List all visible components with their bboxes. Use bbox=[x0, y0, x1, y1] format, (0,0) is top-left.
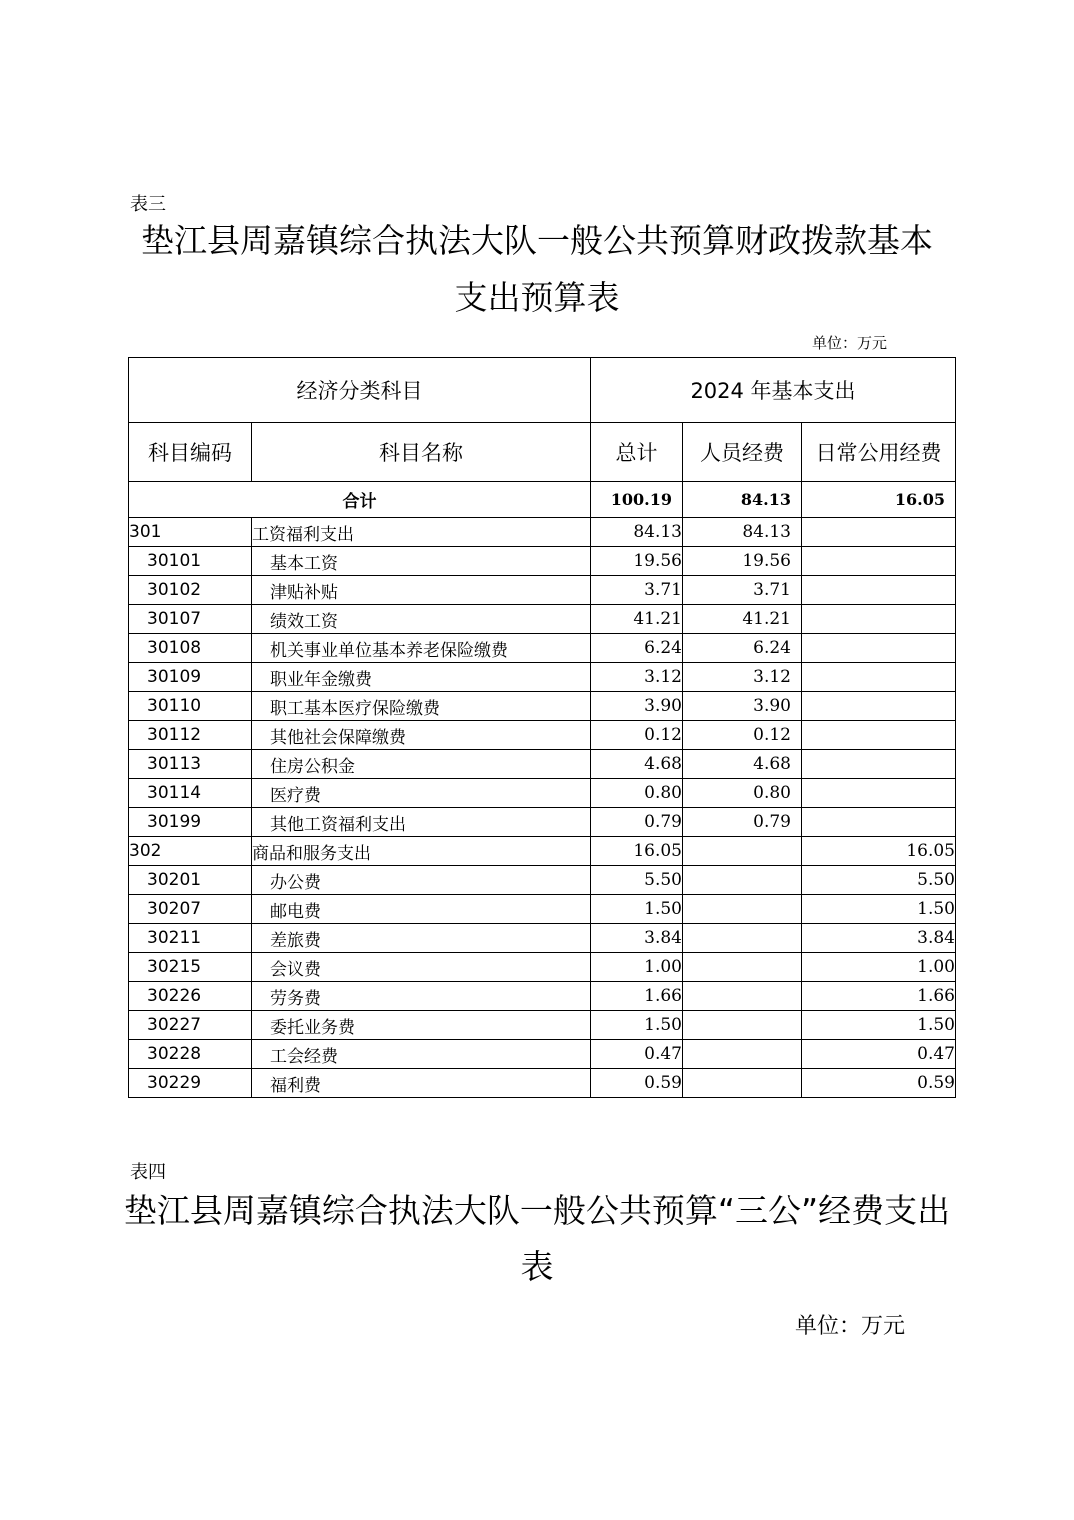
row-code: 30113 bbox=[129, 750, 252, 779]
row-code: 30102 bbox=[129, 576, 252, 605]
row-code: 30199 bbox=[129, 808, 252, 837]
table3-title-line1: 垫江县周嘉镇综合执法大队一般公共预算财政拨款基本 bbox=[141, 221, 933, 260]
row-name: 工资福利支出 bbox=[252, 518, 591, 547]
row-name: 医疗费 bbox=[252, 779, 591, 808]
row-public bbox=[802, 663, 956, 692]
row-personnel: 19.56 bbox=[683, 547, 802, 576]
row-total: 3.71 bbox=[591, 576, 683, 605]
row-personnel: 4.68 bbox=[683, 750, 802, 779]
row-personnel: 3.71 bbox=[683, 576, 802, 605]
row-code: 302 bbox=[129, 837, 252, 866]
row-name: 职业年金缴费 bbox=[252, 663, 591, 692]
table3-title-line2: 支出预算表 bbox=[454, 278, 620, 317]
row-personnel bbox=[683, 982, 802, 1011]
row-code: 30110 bbox=[129, 692, 252, 721]
table-row bbox=[129, 837, 956, 866]
table4-title-line1: 垫江县周嘉镇综合执法大队一般公共预算“三公”经费支出 bbox=[123, 1191, 951, 1230]
row-public bbox=[802, 605, 956, 634]
row-name: 其他工资福利支出 bbox=[252, 808, 591, 837]
total-personnel: 84.13 bbox=[683, 482, 802, 518]
row-public bbox=[802, 576, 956, 605]
row-public bbox=[802, 547, 956, 576]
table-row bbox=[129, 547, 956, 576]
row-personnel bbox=[683, 895, 802, 924]
row-name: 办公费 bbox=[252, 866, 591, 895]
row-public bbox=[802, 750, 956, 779]
table-row bbox=[129, 924, 956, 953]
row-code: 30207 bbox=[129, 895, 252, 924]
row-total: 3.90 bbox=[591, 692, 683, 721]
row-name: 商品和服务支出 bbox=[252, 837, 591, 866]
row-public bbox=[802, 692, 956, 721]
row-code: 30211 bbox=[129, 924, 252, 953]
row-total: 6.24 bbox=[591, 634, 683, 663]
row-personnel bbox=[683, 866, 802, 895]
row-total: 0.12 bbox=[591, 721, 683, 750]
table-row bbox=[129, 895, 956, 924]
row-personnel bbox=[683, 1011, 802, 1040]
row-total: 0.80 bbox=[591, 779, 683, 808]
table-row bbox=[129, 692, 956, 721]
table-row bbox=[129, 663, 956, 692]
row-code: 30108 bbox=[129, 634, 252, 663]
row-public: 0.59 bbox=[802, 1069, 956, 1098]
row-code: 30227 bbox=[129, 1011, 252, 1040]
row-public bbox=[802, 634, 956, 663]
row-total: 5.50 bbox=[591, 866, 683, 895]
row-public: 1.66 bbox=[802, 982, 956, 1011]
row-public: 1.50 bbox=[802, 1011, 956, 1040]
table4-unit: 单位：万元 bbox=[795, 1314, 906, 1339]
row-name: 职工基本医疗保险缴费 bbox=[252, 692, 591, 721]
row-total: 84.13 bbox=[591, 518, 683, 547]
row-total: 3.12 bbox=[591, 663, 683, 692]
table-row bbox=[129, 750, 956, 779]
total-row bbox=[129, 482, 956, 518]
row-personnel bbox=[683, 1069, 802, 1098]
table4-title-line2: 表 bbox=[520, 1247, 554, 1286]
header-public: 日常公用经费 bbox=[802, 423, 956, 482]
budget-table bbox=[128, 357, 956, 1098]
row-total: 1.50 bbox=[591, 1011, 683, 1040]
row-total: 1.00 bbox=[591, 953, 683, 982]
table4-label: 表四 bbox=[130, 1162, 166, 1183]
row-name: 基本工资 bbox=[252, 547, 591, 576]
table-row bbox=[129, 953, 956, 982]
row-total: 4.68 bbox=[591, 750, 683, 779]
row-name: 福利费 bbox=[252, 1069, 591, 1098]
total-public: 16.05 bbox=[802, 482, 956, 518]
row-public bbox=[802, 808, 956, 837]
row-total: 3.84 bbox=[591, 924, 683, 953]
row-public: 1.50 bbox=[802, 895, 956, 924]
table3-unit: 单位：万元 bbox=[812, 334, 888, 352]
table-row bbox=[129, 982, 956, 1011]
row-public bbox=[802, 779, 956, 808]
row-name: 绩效工资 bbox=[252, 605, 591, 634]
row-total: 0.47 bbox=[591, 1040, 683, 1069]
header-total: 总计 bbox=[591, 423, 683, 482]
row-name: 津贴补贴 bbox=[252, 576, 591, 605]
row-public: 16.05 bbox=[802, 837, 956, 866]
row-code: 30229 bbox=[129, 1069, 252, 1098]
row-name: 其他社会保障缴费 bbox=[252, 721, 591, 750]
table-row bbox=[129, 634, 956, 663]
table-row bbox=[129, 576, 956, 605]
table-row bbox=[129, 1069, 956, 1098]
row-code: 30228 bbox=[129, 1040, 252, 1069]
row-code: 30112 bbox=[129, 721, 252, 750]
row-code: 30201 bbox=[129, 866, 252, 895]
row-name: 会议费 bbox=[252, 953, 591, 982]
row-public: 0.47 bbox=[802, 1040, 956, 1069]
row-personnel: 41.21 bbox=[683, 605, 802, 634]
table-row bbox=[129, 518, 956, 547]
row-code: 30109 bbox=[129, 663, 252, 692]
row-public bbox=[802, 518, 956, 547]
row-code: 30215 bbox=[129, 953, 252, 982]
header-name: 科目名称 bbox=[252, 423, 591, 482]
row-public: 1.00 bbox=[802, 953, 956, 982]
row-personnel: 3.12 bbox=[683, 663, 802, 692]
row-personnel: 0.79 bbox=[683, 808, 802, 837]
total-total: 100.19 bbox=[591, 482, 683, 518]
row-personnel: 84.13 bbox=[683, 518, 802, 547]
row-public: 5.50 bbox=[802, 866, 956, 895]
header-category: 经济分类科目 bbox=[129, 358, 591, 423]
row-code: 301 bbox=[129, 518, 252, 547]
row-name: 劳务费 bbox=[252, 982, 591, 1011]
row-total: 0.79 bbox=[591, 808, 683, 837]
table-row bbox=[129, 779, 956, 808]
table-row bbox=[129, 1011, 956, 1040]
row-personnel bbox=[683, 1040, 802, 1069]
row-name: 住房公积金 bbox=[252, 750, 591, 779]
table-row bbox=[129, 605, 956, 634]
header-code: 科目编码 bbox=[129, 423, 252, 482]
row-name: 机关事业单位基本养老保险缴费 bbox=[252, 634, 591, 663]
row-name: 差旅费 bbox=[252, 924, 591, 953]
row-code: 30107 bbox=[129, 605, 252, 634]
table-row bbox=[129, 721, 956, 750]
row-total: 1.50 bbox=[591, 895, 683, 924]
table3-label: 表三 bbox=[130, 194, 166, 215]
row-personnel: 3.90 bbox=[683, 692, 802, 721]
row-name: 工会经费 bbox=[252, 1040, 591, 1069]
row-total: 41.21 bbox=[591, 605, 683, 634]
row-total: 0.59 bbox=[591, 1069, 683, 1098]
row-personnel bbox=[683, 837, 802, 866]
row-total: 19.56 bbox=[591, 547, 683, 576]
header-personnel: 人员经费 bbox=[683, 423, 802, 482]
header-year-expense: 2024 年基本支出 bbox=[591, 358, 956, 423]
row-name: 委托业务费 bbox=[252, 1011, 591, 1040]
table-row bbox=[129, 808, 956, 837]
row-personnel bbox=[683, 953, 802, 982]
row-public: 3.84 bbox=[802, 924, 956, 953]
row-personnel: 0.80 bbox=[683, 779, 802, 808]
row-code: 30226 bbox=[129, 982, 252, 1011]
table-row bbox=[129, 866, 956, 895]
row-personnel: 0.12 bbox=[683, 721, 802, 750]
row-personnel: 6.24 bbox=[683, 634, 802, 663]
row-total: 16.05 bbox=[591, 837, 683, 866]
row-code: 30101 bbox=[129, 547, 252, 576]
row-total: 1.66 bbox=[591, 982, 683, 1011]
row-code: 30114 bbox=[129, 779, 252, 808]
table-row bbox=[129, 1040, 956, 1069]
row-name: 邮电费 bbox=[252, 895, 591, 924]
total-label: 合计 bbox=[129, 482, 591, 518]
row-personnel bbox=[683, 924, 802, 953]
row-public bbox=[802, 721, 956, 750]
